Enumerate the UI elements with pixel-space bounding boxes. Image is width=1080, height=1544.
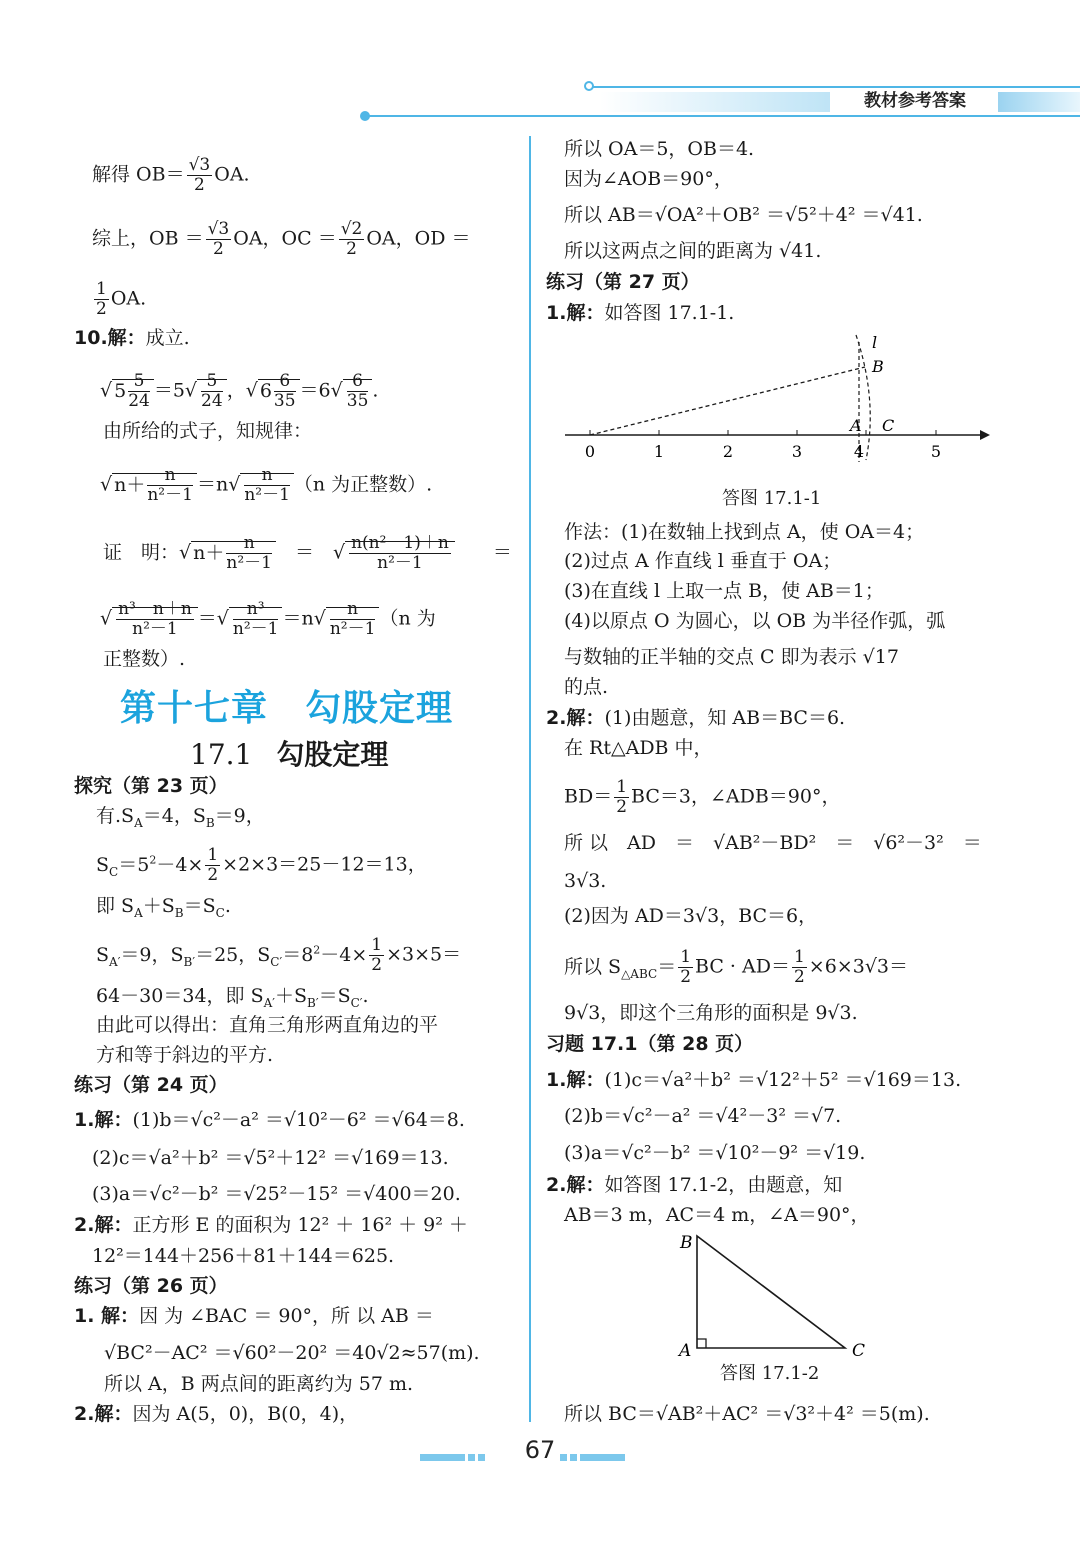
text: 由所给的式子，知规律： xyxy=(103,420,313,442)
text: BD＝ $\frac{1}{2}$ BC＝3，∠ADB＝90°， xyxy=(564,777,841,817)
section-title: 17.1 勾股定理 xyxy=(190,738,389,771)
text: (4)以原点 O 为圆心，以 OB 为半径作弧，弧 xyxy=(564,610,946,632)
text: 2.解：如答图 17.1-2，由题意，知 xyxy=(546,1174,843,1196)
header-dot-top xyxy=(584,81,594,91)
text: 正整数）. xyxy=(103,648,186,670)
rule-equation: √ n＋ $\frac{n}{\text{n²－1}}$ ＝n√ $\frac{n}{\text{n²－1}}$ （n 为正整数）. xyxy=(100,465,433,505)
text: $S_{A'}=9$，$S_{B'}=25$，$S_{C'}=8^2-4\times$ $\frac{1}{2}$ ×3×5＝ xyxy=(96,935,462,975)
text: 2.解：(1)由题意，知 AB＝BC＝6. xyxy=(546,707,846,729)
answer-line xyxy=(92,156,250,195)
header-band-right xyxy=(998,92,1080,112)
page-number-decoration-left xyxy=(420,1446,500,1454)
text: 2.解：因为 A(5，0)，B(0，4)， xyxy=(74,1403,359,1425)
label-b: B xyxy=(872,357,884,376)
section-heading: 探究（第 23 页） xyxy=(74,775,228,797)
section-heading: 练习（第 26 页） xyxy=(74,1275,228,1297)
label-b: B xyxy=(680,1233,693,1253)
answer-line: 综上，OB ＝ $\frac{√3}{2}$ OA，OC ＝ $\frac{√2}{2}$ OA，OD ＝ xyxy=(92,219,471,259)
label-a: A xyxy=(850,416,862,435)
text: 1.解：(1)b＝√c²－a² ＝√10²－6² ＝√64＝8. xyxy=(74,1109,465,1131)
text: $S_C=5^2-4\times$ $\frac{1}{2}$ ×2×3＝25－12＝13， xyxy=(96,845,427,885)
text: √BC²－AC² ＝√60²－20² ＝40√2≈57(m). xyxy=(104,1342,480,1364)
figure-17-1-1 xyxy=(560,330,990,470)
tick-label: 3 xyxy=(791,442,803,461)
right-triangle xyxy=(697,1236,845,1348)
label-c: C xyxy=(852,1341,866,1361)
label-c: C xyxy=(882,416,895,435)
text: 所以 $S_{\triangle ABC}=$ $\frac{1}{2}$ BC · AD＝ $\frac{1}{2}$ ×6×3√3＝ xyxy=(564,947,909,987)
text: 与数轴的正半轴的交点 C 即为表示 √17 xyxy=(564,646,899,668)
header-dot-bottom xyxy=(360,111,370,121)
text: (2)b＝√c²－a² ＝√4²－3² ＝√7. xyxy=(564,1105,842,1127)
text: 所以这两点之间的距离为 √41. xyxy=(564,240,822,262)
text: 方和等于斜边的平方. xyxy=(96,1044,274,1066)
text: 解得 OB＝ xyxy=(92,163,185,186)
text: 因为∠AOB＝90°， xyxy=(564,168,733,190)
text: AB＝3 m，AC＝4 m，∠A＝90°， xyxy=(564,1204,870,1226)
q10-equation: √ 5 $\frac{5}{24}$ ＝5√ $\frac{5}{24}$ ，√ 6 $\frac{6}{35}$ ＝6√ $\frac{6}{35}$ . xyxy=(100,371,379,411)
text: 12²＝144＋256＋81＋144＝625. xyxy=(92,1245,395,1267)
text: 1.解：如答图 17.1-1. xyxy=(546,302,735,324)
page-number: 67 xyxy=(524,1436,556,1464)
figure-caption: 答图 17.1-2 xyxy=(720,1363,820,1384)
text: 9√3，即这个三角形的面积是 9√3. xyxy=(564,1002,858,1024)
proof-line: 证 明：√ n＋ $\frac{n}{\text{n²－1}}$ ＝ √ $\frac{\text{n(n²－1)＋n}}{\text{n²－1}}$ ＝ xyxy=(103,533,512,573)
text: 2.解：正方形 E 的面积为 12² ＋ 16² ＋ 9² ＋ xyxy=(74,1214,468,1236)
text: 所 以 AD ＝ √AB²－BD² ＝ √6²－3² ＝ xyxy=(564,832,982,854)
figure-17-1-2 xyxy=(670,1228,880,1363)
text: 即 $S_A+S_B=S_C$. xyxy=(96,895,231,920)
fraction: $\frac{√3}{2}$ xyxy=(188,155,211,195)
text: 作法：(1)在数轴上找到点 A，使 OA＝4； xyxy=(564,521,925,543)
tick-label: 4 xyxy=(853,442,865,461)
text: (3)a＝√c²－b² ＝√25²－15² ＝√400＝20. xyxy=(92,1183,461,1205)
segment-ob xyxy=(590,367,865,435)
text: 所以 OA＝5，OB＝4. xyxy=(564,138,755,160)
label-l: l xyxy=(872,333,878,352)
text: (3)在直线 l 上取一点 B，使 AB＝1； xyxy=(564,580,884,602)
text: 有$.S_A=4$，$S_B=9$， xyxy=(96,805,265,830)
section-heading: 练习（第 24 页） xyxy=(74,1074,228,1096)
text: 由此可以得出：直角三角形两直角边的平 xyxy=(96,1014,439,1036)
header-band xyxy=(600,92,830,112)
text: (2)过点 A 作直线 l 垂直于 OA； xyxy=(564,550,842,572)
column-divider xyxy=(529,136,531,1422)
chapter-title: 第十七章 勾股定理 xyxy=(120,688,454,729)
tick-label: 0 xyxy=(584,442,596,461)
figure-caption: 答图 17.1-1 xyxy=(722,488,822,509)
section-heading: 习题 17.1（第 28 页） xyxy=(546,1033,754,1055)
tick-label: 1 xyxy=(653,442,665,461)
text: 所以 BC＝√AB²＋AC² ＝√3²＋4² ＝5(m). xyxy=(564,1403,930,1425)
text: (3)a＝√c²－b² ＝√10²－9² ＝√19. xyxy=(564,1142,866,1164)
text: 3√3. xyxy=(564,870,607,892)
axis-arrow xyxy=(980,430,990,440)
header-line-bottom xyxy=(365,115,1080,117)
text: 的点. xyxy=(564,676,609,698)
question-10: 10.解：成立. xyxy=(74,327,190,349)
text: (2)c＝√a²＋b² ＝√5²＋12² ＝√169＝13. xyxy=(92,1147,449,1169)
right-angle-mark xyxy=(697,1339,706,1348)
text: 所以 AB＝√OA²＋OB² ＝√5²＋4² ＝√41. xyxy=(564,204,923,226)
tick-label: 2 xyxy=(722,442,734,461)
text: (2)因为 AD＝3√3，BC＝6， xyxy=(564,905,818,927)
proof-line: √ $\frac{\text{n³－n＋n}}{\text{n²－1}}$ ＝√ $\frac{\text{n³}}{\text{n²－1}}$ ＝n√ $\frac{n}{\text{n²－1}}$ （n 为 xyxy=(100,599,436,639)
text: 1. 解：因 为 ∠BAC ＝ 90°，所 以 AB ＝ xyxy=(74,1305,434,1327)
page-number-decoration-right xyxy=(560,1446,640,1454)
text: 在 Rt△ADB 中， xyxy=(564,737,713,759)
text: 1.解：(1)c＝√a²＋b² ＝√12²＋5² ＝√169＝13. xyxy=(546,1069,962,1091)
label-a: A xyxy=(679,1341,692,1361)
answer-line: $\frac{1}{2}$ OA. xyxy=(96,279,147,319)
header-title: 教材参考答案 xyxy=(864,91,966,111)
text: 64－30＝34，即 $S_{A'}+S_{B'}=S_{C'}$. xyxy=(96,985,369,1010)
text: 所以 A，B 两点间的距离约为 57 m. xyxy=(104,1373,414,1395)
section-heading: 练习（第 27 页） xyxy=(546,271,700,293)
text: OA. xyxy=(214,163,250,186)
tick-label: 5 xyxy=(930,442,942,461)
